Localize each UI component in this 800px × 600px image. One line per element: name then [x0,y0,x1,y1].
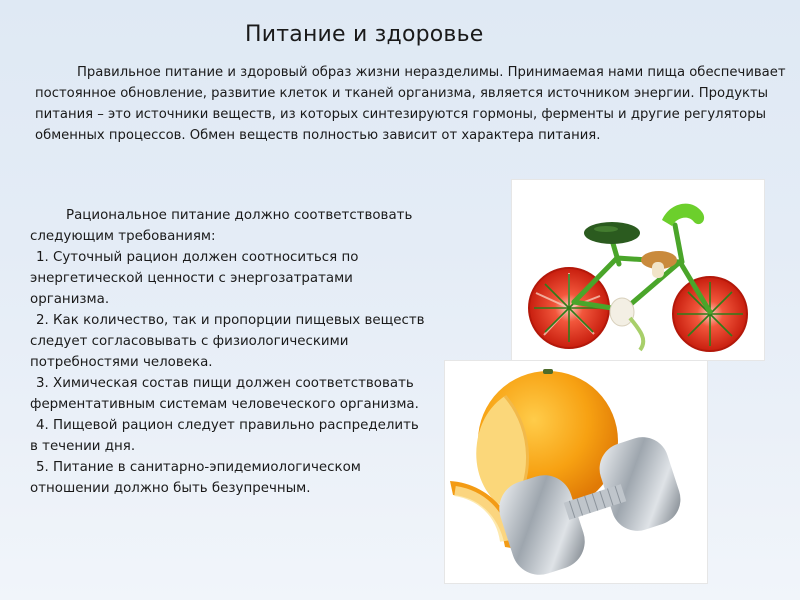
requirement-item: 5. Питание в санитарно-эпидемиологическом отношении должно быть безупречным. [30,460,361,496]
requirement-item: 3. Химическая состав пищи должен соответствовать ферментативным системам человеческого организма. [30,376,419,412]
cucumber-seat [584,222,640,244]
vegetable-bicycle-image [512,180,764,360]
pepper-handlebar [662,204,704,226]
requirements-lead: Рациональное питание должно соответствовать следующим требованиям: [30,208,413,244]
orange-dumbbell-image [445,361,707,583]
garlic-pedal [610,298,634,326]
requirements-block [30,205,430,499]
intro-paragraph: Правильное питание и здоровый образ жизни неразделимы. Принимаемая нами пища обеспечивает постоянное обновление, развитие клеток и тканей организма, является источником энергии. Продукты питания – это источники веществ, из которых синтезируются гормоны, ферменты и другие регуляторы обменных процессов. Обмен веществ полностью зависит от характера питания. [35,65,786,143]
requirement-item: 4. Пищевой рацион следует правильно распределить в течении дня. [30,418,419,454]
orange-dumbbell-icon [445,361,707,583]
requirement-item: 1. Суточный рацион должен соотноситься по энергетической ценности с энергозатратами организма. [30,250,359,307]
vegetable-bicycle-icon [512,180,764,360]
slide-title: Питание и здоровье [245,22,484,47]
requirement-item: 2. Как количество, так и пропорции пищевых веществ следует согласовывать с физиологическими потребностями человека. [30,313,425,370]
